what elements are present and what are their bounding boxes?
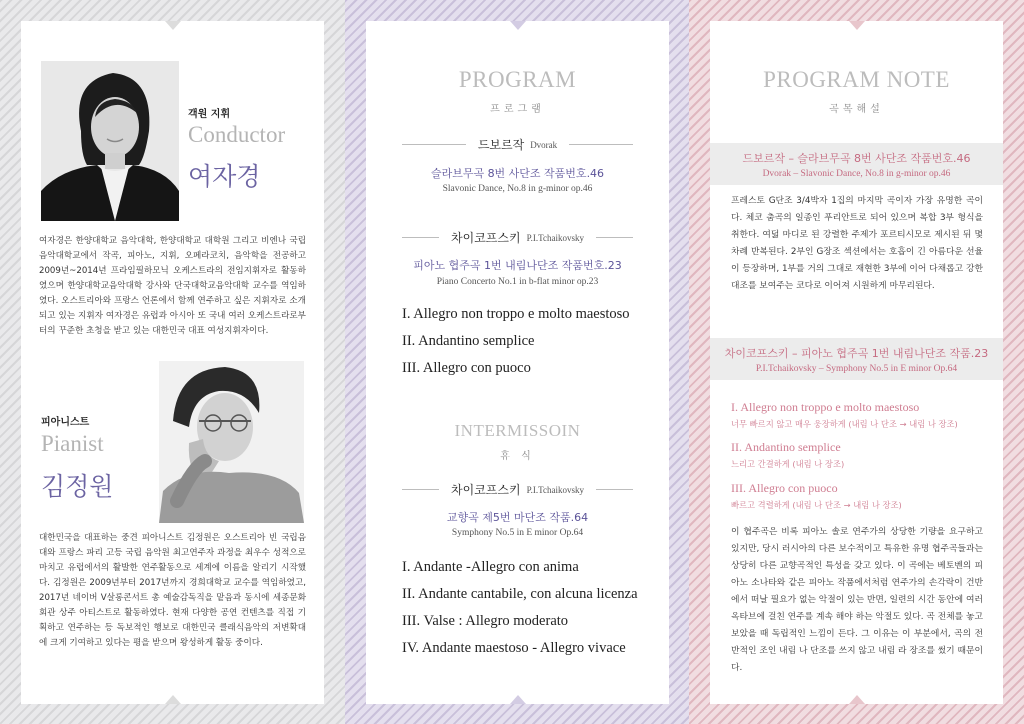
note-text-dvorak: 프레스토 G단조 3/4박자 1집의 마지막 곡이자 가장 유명한 곡이다. 체코 춤곡의 일종인 푸리안트로 되어 있으며 복합 3부 형식을 취한다. 여덟 마디로 된 강렬한 주제가 포르티시모로 제시된 뒤 몇 차례 반복된다. 2부인 G장조 섹션에서는 호흡이 긴 아름다운 선율이 등장하며, 1부를 거의 그대로 재현한 3부에 이어 다채롭고 강한 대조를 보여주는 코다로 이어져 시원하게 마무리된다. xyxy=(731,196,983,291)
composer-name-en: P.I.Tchaikovsky xyxy=(526,232,584,243)
composer-name-ko: 차이코프스키 xyxy=(451,483,521,497)
pianist-role-en: Pianist xyxy=(41,431,104,456)
composer-heading-tchaikovsky-2 xyxy=(402,481,633,498)
piece-title-ko: 교향곡 제5번 마단조 작품.64 xyxy=(446,511,589,524)
note-movement-title: III. Allegro con puoco xyxy=(731,481,838,495)
program-panel xyxy=(366,21,669,704)
divider-line xyxy=(402,489,439,490)
divider-line xyxy=(596,489,633,490)
program-note-title-ko: 곡목해설 xyxy=(829,104,884,115)
panel-notch-top xyxy=(510,21,526,30)
composer-name-en: Dvorak xyxy=(530,139,558,150)
pianist-portrait-illustration xyxy=(159,361,304,523)
note-heading-en: P.I.Tchaikovsky – Symphony No.5 in E minor Op.64 xyxy=(755,364,958,374)
intermission-title: INTERMISSOIN xyxy=(454,421,581,440)
panel-notch-top xyxy=(849,21,865,30)
note-heading-en: Dvorak – Slavonic Dance, No.8 in g-minor op.46 xyxy=(762,169,951,179)
movement: II. Andante cantabile, con alcuna licenza xyxy=(402,586,638,602)
panel-notch-bottom xyxy=(849,695,865,704)
program-title-ko: 프로그램 xyxy=(490,104,545,115)
program-note-title: PROGRAM NOTE xyxy=(763,67,950,92)
conductor-bio: 여자경은 한양대학교 음악대학, 한양대학교 대학원 그리고 비엔나 국립음악대학교에서 작곡, 피아노, 지휘, 오페라코치, 음악학을 전공하고 2009년~2014년 프라임필하모닉 오케스트라의 전임지휘자로 활동하였으며 한양대학교음악대학 강사와 단국대학교음악대학 교수를 역임하였다. 오스트리아와 프랑스 언론에서 함께 연주하고 싶은 지휘자로 소개되고 있는 지휘자 여자경은 유럽과 아시아 또 국내 여러 오케스트라로부터의 꾸준한 초청을 받고 있는 대한민국 대표 여성지휘자이다. xyxy=(39,236,306,336)
divider-line xyxy=(402,144,466,145)
conductor-role-en: Conductor xyxy=(188,122,286,147)
piece-title-ko: 피아노 협주곡 1번 내림나단조 작품번호.23 xyxy=(413,259,622,272)
panel-notch-bottom xyxy=(165,695,181,704)
movement: I. Allegro non troppo e molto maestoso xyxy=(402,306,630,322)
pianist-bio: 대한민국을 대표하는 중견 피아니스트 김정원은 오스트리아 빈 국립음대와 프랑스 파리 고등 국립 음악원 최고연주자 과정을 최우수 성적으로 마치고 유럽에서의 활발한 연주활동으로 세계에 이름을 알리기 시작했다. 김정원은 2009년부터 2017년까지 경희대학교 교수를 역임하였고, 2017년 네이버 V살롱콘서트 총 예술감독직을 맡음과 동시에 세종문화회관 상주 아티스트로 활동하였다. 현재 다양한 공연 컨텐츠를 직접 기획하고 연주하는 등 독보적인 행보로 대한민국 클래식음악의 저변확대에 크게 기여하고 있다는 평을 받으며 왕성하게 활동 중이다. xyxy=(39,533,306,648)
note-heading-dvorak xyxy=(710,143,1003,185)
note-movement-sub: 느리고 간결하게 (내림 나 장조) xyxy=(731,459,845,469)
piece-title-en: Piano Concerto No.1 in b-flat minor op.23 xyxy=(436,277,599,287)
piece-title-en: Slavonic Dance, No.8 in g-minor op.46 xyxy=(442,184,593,194)
note-text-tchaikovsky: 이 협주곡은 비록 피아노 솔로 연주가의 상당한 기량을 요구하고 있지만, 당시 러시아의 다른 보수적이고 특유한 유명 협주곡들과는 상당히 다른 교향곡적인 특성을 갖고 있다. 이 곡에는 베토벤의 피아노 소나타와 같은 피아노 작품에서처럼 연주가의 손각락이 건반에서 떠날 필요가 없는 악절이 있는 반면, 일련의 시간 동안에 여러 옥타브에 걸친 연주를 계속 해야 하는 악절도 있다. 곡 전체를 놓고 보았을 때 독립적인 느낌이 든다. 그 이유는 이 부분에서, 곡의 전반적인 조인 내림 나 단조를 쓰지 않고 내림 라 장조를 썼기 때문이다. xyxy=(731,527,983,673)
pianist-photo xyxy=(159,361,304,523)
divider-line xyxy=(402,237,439,238)
movement: I. Andante -Allegro con anima xyxy=(402,559,579,575)
program-note-panel xyxy=(710,21,1003,704)
note-movement-title: II. Andantino semplice xyxy=(731,440,841,454)
panel-notch-top xyxy=(165,21,181,30)
note-movement-sub: 빠르고 격렬하게 (내림 나 단조 → 내림 나 장조) xyxy=(731,500,902,510)
movement: III. Allegro con puoco xyxy=(402,360,531,376)
note-heading-ko: 드보르작 – 슬라브무곡 8번 사단조 작품번호.46 xyxy=(742,152,971,165)
note-movement-title: I. Allegro non troppo e molto maestoso xyxy=(731,400,920,414)
movement: II. Andantino semplice xyxy=(402,333,535,349)
piece-title-ko: 슬라브무곡 8번 사단조 작품번호.46 xyxy=(430,167,605,180)
divider-line xyxy=(569,144,633,145)
note-movement-sub: 너무 빠르지 않고 매우 웅장하게 (내림 나 단조 → 내림 나 장조) xyxy=(731,419,958,429)
conductor-portrait-illustration xyxy=(41,61,179,221)
composer-name-ko: 드보르작 xyxy=(477,138,525,152)
piece-title-en: Symphony No.5 in E minor Op.64 xyxy=(451,528,584,538)
movement: IV. Andante maestoso - Allegro vivace xyxy=(402,640,626,656)
composer-heading-tchaikovsky xyxy=(402,229,633,246)
note-heading-tchaikovsky xyxy=(710,338,1003,380)
intermission-title-ko: 휴 식 xyxy=(500,451,535,462)
conductor-role-ko: 객원 지휘 xyxy=(188,109,231,120)
pianist-role-ko: 피아니스트 xyxy=(41,417,90,428)
conductor-name: 여자경 xyxy=(188,162,261,191)
panel-notch-bottom xyxy=(510,695,526,704)
divider-line xyxy=(596,237,633,238)
note-heading-ko: 차이코프스키 – 피아노 협주곡 1번 내림나단조 작품.23 xyxy=(724,347,989,360)
composer-heading-dvorak xyxy=(402,136,633,153)
composer-name-en: P.I.Tchaikovsky xyxy=(526,484,584,495)
conductor-photo xyxy=(41,61,179,221)
performers-panel xyxy=(21,21,324,704)
movement: III. Valse : Allegro moderato xyxy=(402,613,569,629)
pianist-name: 김정원 xyxy=(41,472,114,501)
program-title: PROGRAM xyxy=(458,67,577,92)
composer-name-ko: 차이코프스키 xyxy=(451,231,521,245)
